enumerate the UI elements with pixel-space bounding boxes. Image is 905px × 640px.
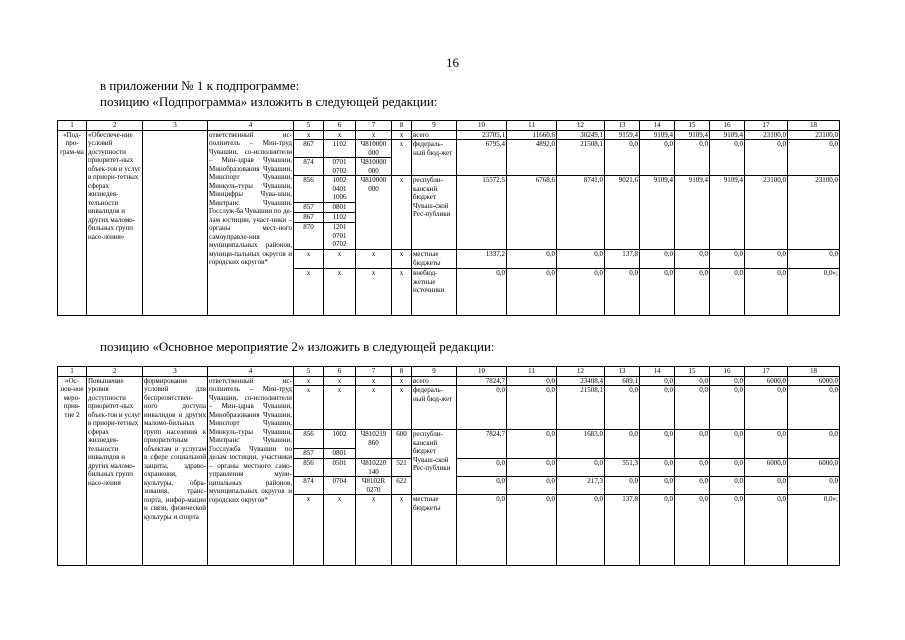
value-cell: 6795,4 (457, 140, 507, 176)
value-cell: 0,0 (788, 250, 840, 269)
table-row (58, 376, 840, 386)
table-cell: 856 (294, 430, 324, 449)
table-cell: 870 (294, 223, 324, 250)
value-cell: 0,0 (457, 477, 507, 495)
value-cell: 1683,0 (557, 430, 605, 459)
value-cell: 0,0 (788, 477, 840, 495)
value-cell: 0,0 (605, 430, 640, 459)
table-cell: 867 (294, 140, 324, 158)
column-number-cell: 5 (294, 367, 324, 377)
funding-source-cell: внебюд-жетные источники (412, 269, 457, 316)
table-cell: x (294, 250, 324, 269)
value-cell: 0,0 (507, 430, 557, 459)
value-cell: 0,0 (675, 269, 710, 316)
value-cell: 0,0 (745, 250, 788, 269)
column-number-cell: 1 (58, 367, 87, 377)
value-cell: 0,0 (745, 386, 788, 430)
table-cell: x (392, 376, 412, 386)
table-cell: 0701 0702 (324, 158, 356, 176)
value-cell: 0,0 (557, 495, 605, 566)
value-cell: 0,0 (605, 477, 640, 495)
value-cell: 0,0 (710, 140, 745, 176)
value-cell: 4892,0 (507, 140, 557, 176)
program-title-cell: «Обеспече-ние условий доступности приоритет-ных объек-тов и услуг в приори-тетных сферах жизнедея-тельности инвалидов и других маломо-бильных групп насе-ления» (87, 130, 143, 316)
task-cell (143, 130, 208, 316)
column-number-cell: 3 (143, 367, 208, 377)
value-cell: 0,0 (640, 386, 675, 430)
funding-source-cell: республи-канский бюджет Чуваш-ской Рес-публики (412, 176, 457, 250)
value-cell: 0,0 (675, 140, 710, 176)
value-cell: 23100,0 (788, 130, 840, 140)
table-cell: x (324, 250, 356, 269)
table-cell: 1102 (324, 140, 356, 158)
table-cell: 0801 (324, 449, 356, 459)
column-number-cell: 7 (356, 367, 392, 377)
value-cell: 11660,6 (507, 130, 557, 140)
value-cell: 6000,0 (788, 376, 840, 386)
value-cell: 0,0 (710, 459, 745, 477)
column-number-cell: 17 (745, 121, 788, 131)
heading-main-activity-2: позицию «Основное мероприятие 2» изложить в следующей редакции: (100, 339, 495, 354)
table-cell: x (294, 269, 324, 316)
executors-cell: ответственный ис-полнитель – Мин-труд Чувашии, со-исполнители – Мин-здрав Чувашии, Минобразования Чувашии, Минспорт Чувашии, Минкуль-туры Чувашии, Минтранс Чувашии, Госслужба Чувашии по делам юстиции, участники – органы местного само-управления муни-ципальных районов, муниципальных округов и городских округов* (208, 376, 294, 566)
value-cell: 6000,0 (745, 459, 788, 477)
column-number-cell: 18 (788, 121, 840, 131)
value-cell: 30249,1 (557, 130, 605, 140)
value-cell: 0,0 (507, 376, 557, 386)
value-cell: 0,0 (507, 477, 557, 495)
value-cell: 0,0 (745, 269, 788, 316)
value-cell: 0,0 (507, 495, 557, 566)
table-cell: x (294, 495, 324, 566)
value-cell: 0,0 (675, 430, 710, 459)
value-cell: 0,0 (557, 250, 605, 269)
table-cell: x (392, 140, 412, 176)
value-cell: 137,8 (605, 250, 640, 269)
value-cell: 0,0 (557, 269, 605, 316)
column-number-cell: 11 (507, 367, 557, 377)
value-cell: 0,0 (605, 269, 640, 316)
funding-source-cell: республи-канский бюджет Чуваш-ской Рес-публики (412, 430, 457, 495)
value-cell: 0,0 (710, 269, 745, 316)
value-cell: 0,0 (640, 140, 675, 176)
table-cell: x (324, 386, 356, 430)
column-number-cell: 16 (710, 121, 745, 131)
table-cell: x (324, 495, 356, 566)
value-cell: 9109,4 (640, 176, 675, 250)
column-number-cell: 16 (710, 367, 745, 377)
column-number-cell: 4 (208, 367, 294, 377)
table-cell: 874 (294, 158, 324, 176)
table-cell: x (356, 495, 392, 566)
table-cell: x (392, 130, 412, 140)
value-cell: 0,0 (788, 140, 840, 176)
table-main-activity-2 (57, 366, 840, 566)
value-cell: 0,0 (788, 386, 840, 430)
column-number-cell: 14 (640, 121, 675, 131)
column-number-cell: 8 (392, 367, 412, 377)
value-cell: 21508,1 (557, 140, 605, 176)
table-cell: 600 (392, 430, 412, 459)
column-number-cell: 10 (457, 121, 507, 131)
page-number: 16 (446, 55, 459, 70)
column-number-cell: 3 (143, 121, 208, 131)
value-cell: 9159,4 (605, 130, 640, 140)
table-cell: Ч810000 000 (356, 158, 392, 176)
column-number-cell: 13 (605, 367, 640, 377)
table-cell: 1002 (324, 430, 356, 449)
value-cell: 217,3 (557, 477, 605, 495)
value-cell: 9109,4 (710, 176, 745, 250)
column-number-cell: 17 (745, 367, 788, 377)
column-number-cell: 1 (58, 121, 87, 131)
column-number-cell: 9 (412, 367, 457, 377)
value-cell: 0,0 (710, 250, 745, 269)
value-cell: 1337,2 (457, 250, 507, 269)
value-cell: 551,3 (605, 459, 640, 477)
table-cell: x (356, 386, 392, 430)
task-cell: формирование условий для беспрепятствен-ного доступа инвалидов и других маломо-бильных групп населения к приоритетным объектам и услугам в сфере социальной защиты, здраво-охранения, культуры, обра-зования, транс-порта, инфор-мации и связи, физической культуры и спорта (143, 376, 208, 566)
column-number-cell: 4 (208, 121, 294, 131)
value-cell: 0,0 (507, 459, 557, 477)
value-cell: 23100,0 (788, 176, 840, 250)
activity-name-cell: «Ос-нов-ное меро-прия-тие 2 (58, 376, 87, 566)
column-number-cell: 8 (392, 121, 412, 131)
table-cell: 856 (294, 459, 324, 477)
value-cell: 0,0»; (788, 269, 840, 316)
table-cell: 1002 0401 1006 (324, 176, 356, 203)
activity-title-cell: Повышение уровня доступности приоритет-ных объек-тов и услуг в приори-тетных сферах жизнедея-тельности инвалидов и других маломо-бильных групп насе-ления (87, 376, 143, 566)
funding-source-cell: местные бюджеты (412, 495, 457, 566)
table-cell: x (324, 130, 356, 140)
value-cell: 689,1 (605, 376, 640, 386)
column-number-cell: 12 (557, 367, 605, 377)
value-cell: 0,0 (640, 269, 675, 316)
table-cell: 0501 (324, 459, 356, 477)
column-number-cell: 15 (675, 121, 710, 131)
table-cell: 1201 0701 0702 (324, 223, 356, 250)
value-cell: 0,0 (457, 459, 507, 477)
table-cell: x (324, 376, 356, 386)
value-cell: 15572,5 (457, 176, 507, 250)
value-cell: 0,0 (745, 430, 788, 459)
table-subprogram (57, 120, 840, 316)
value-cell: 9109,4 (640, 130, 675, 140)
value-cell: 6000,0 (745, 376, 788, 386)
table-cell: x (356, 130, 392, 140)
table-row (58, 130, 840, 140)
table-cell: x (392, 269, 412, 316)
value-cell: 0,0 (457, 386, 507, 430)
value-cell: 0,0 (675, 386, 710, 430)
value-cell: 0,0 (507, 269, 557, 316)
value-cell: 0,0 (675, 477, 710, 495)
table-cell: x (392, 250, 412, 269)
table-cell: Ч8102R 0270 (356, 477, 392, 495)
table-cell: 0801 (324, 203, 356, 213)
value-cell: 0,0 (710, 430, 745, 459)
intro-line-1: в приложении № 1 к подпрограмме: (100, 78, 300, 93)
value-cell: 9021,6 (605, 176, 640, 250)
column-number-cell: 15 (675, 367, 710, 377)
table-cell: x (356, 250, 392, 269)
value-cell: 0,0 (457, 269, 507, 316)
table-cell: Ч810219 860 (356, 430, 392, 459)
column-number-row (58, 367, 840, 377)
table-cell: 874 (294, 477, 324, 495)
column-number-cell: 11 (507, 121, 557, 131)
table-cell: Ч810000 000 (356, 176, 392, 250)
value-cell: 9109,4 (675, 130, 710, 140)
value-cell: 0,0 (675, 495, 710, 566)
value-cell: 0,0 (605, 140, 640, 176)
value-cell: 6000,0 (788, 459, 840, 477)
table-cell: 856 (294, 176, 324, 203)
value-cell: 0,0 (745, 477, 788, 495)
funding-source-cell: всего (412, 130, 457, 140)
intro-line-2: позицию «Подпрограмма» изложить в следующей редакции: (100, 94, 438, 109)
value-cell: 0,0 (710, 495, 745, 566)
value-cell: 0,0 (640, 477, 675, 495)
value-cell: 0,0 (640, 459, 675, 477)
value-cell: 0,0 (675, 459, 710, 477)
table-cell: x (294, 386, 324, 430)
table-cell: x (324, 269, 356, 316)
value-cell: 0,0 (745, 140, 788, 176)
column-number-cell: 2 (87, 367, 143, 377)
value-cell: 137,8 (605, 495, 640, 566)
funding-source-cell: всего (412, 376, 457, 386)
table-cell: 622 (392, 477, 412, 495)
value-cell: 8741,0 (557, 176, 605, 250)
value-cell: 0,0 (507, 250, 557, 269)
executors-cell: ответственный ис-полнитель – Мин-труд Чувашии, со-исполнители – Мин-здрав Чувашии, Минобразования Чувашии, Минспорт Чувашии, Минкуль-туры Чувашии, Минцифры Чува-шии, Минтранс Чувашии, Госслуж-ба Чувашии по де-лам юстиции, участ-ники – органы мест-ного самоуправле-ния муниципальных районов, муници-пальных округов и городских округов* (208, 130, 294, 316)
table-cell: x (294, 130, 324, 140)
table-cell: 857 (294, 203, 324, 213)
value-cell: 23100,0 (745, 176, 788, 250)
value-cell: 9109,4 (710, 130, 745, 140)
value-cell: 0,0 (788, 430, 840, 459)
table-cell: 1102 (324, 213, 356, 223)
value-cell: 7824,7 (457, 430, 507, 459)
value-cell: 23100,0 (745, 130, 788, 140)
value-cell: 0,0 (710, 386, 745, 430)
column-number-cell: 7 (356, 121, 392, 131)
value-cell: 7824,7 (457, 376, 507, 386)
table-cell: x (392, 386, 412, 430)
value-cell: 9109,4 (675, 176, 710, 250)
value-cell: 23408,4 (557, 376, 605, 386)
value-cell: 0,0 (675, 250, 710, 269)
value-cell: 0,0 (605, 386, 640, 430)
column-number-cell: 14 (640, 367, 675, 377)
column-number-cell: 6 (324, 367, 356, 377)
value-cell: 23705,1 (457, 130, 507, 140)
column-number-cell: 13 (605, 121, 640, 131)
column-number-row (58, 121, 840, 131)
table-cell: Ч810000 000 (356, 140, 392, 158)
funding-source-cell: местные бюджеты (412, 250, 457, 269)
value-cell: 0,0 (457, 495, 507, 566)
table-cell: x (356, 269, 392, 316)
funding-source-cell: федераль-ный бюд-жет (412, 140, 457, 176)
value-cell: 0,0 (557, 459, 605, 477)
column-number-cell: 5 (294, 121, 324, 131)
table-cell: x (392, 176, 412, 250)
column-number-cell: 6 (324, 121, 356, 131)
table-cell: x (356, 376, 392, 386)
column-number-cell: 18 (788, 367, 840, 377)
value-cell: 0,0 (640, 495, 675, 566)
table-cell: 0704 (324, 477, 356, 495)
value-cell: 6768,6 (507, 176, 557, 250)
table-cell: 521 (392, 459, 412, 477)
table-cell: x (392, 495, 412, 566)
table-cell: 867 (294, 213, 324, 223)
table-cell: Ч810220 140 (356, 459, 392, 477)
value-cell: 0,0 (640, 376, 675, 386)
value-cell: 21508,1 (557, 386, 605, 430)
value-cell: 0,0 (507, 386, 557, 430)
column-number-cell: 10 (457, 367, 507, 377)
value-cell: 0,0»; (788, 495, 840, 566)
value-cell: 0,0 (640, 250, 675, 269)
value-cell: 0,0 (710, 376, 745, 386)
table-cell: 857 (294, 449, 324, 459)
value-cell: 0,0 (710, 477, 745, 495)
column-number-cell: 2 (87, 121, 143, 131)
value-cell: 0,0 (640, 430, 675, 459)
value-cell: 0,0 (745, 495, 788, 566)
column-number-cell: 12 (557, 121, 605, 131)
program-name-cell: «Под-про-грам-ма (58, 130, 87, 316)
table-cell: x (294, 376, 324, 386)
funding-source-cell: федераль-ный бюд-жет (412, 386, 457, 430)
value-cell: 0,0 (675, 376, 710, 386)
column-number-cell: 9 (412, 121, 457, 131)
